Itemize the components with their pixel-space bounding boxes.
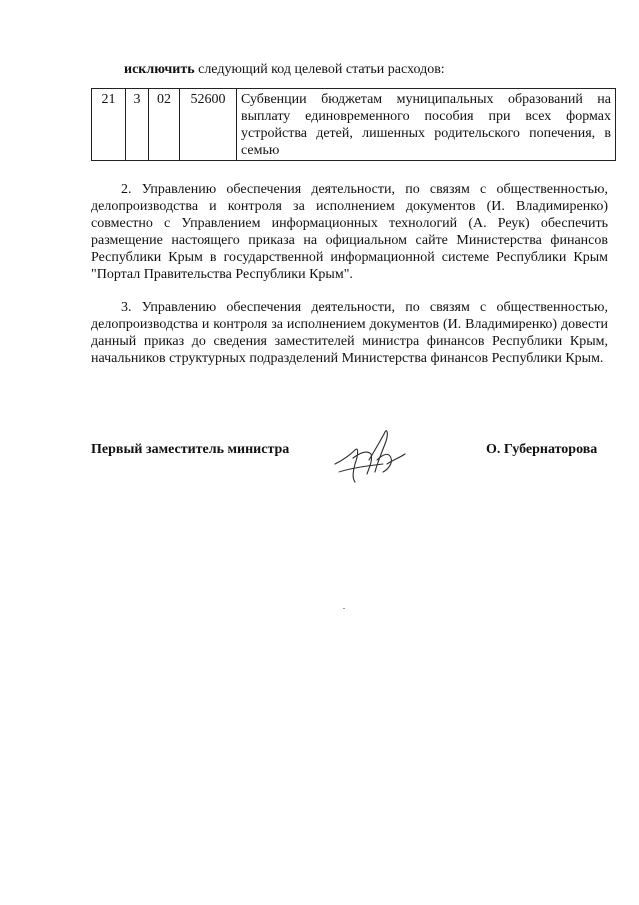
signatory-title: Первый заместитель министра bbox=[91, 442, 290, 457]
code-cell-4: 52600 bbox=[180, 89, 237, 161]
scan-speck bbox=[343, 608, 345, 609]
code-cell-1: 21 bbox=[92, 89, 126, 161]
code-description-cell: Субвенции бюджетам муниципальных образований на выплату единовременного пособия при всех формах устройства детей, лишенных родительского попечения, в семью bbox=[237, 89, 616, 161]
expense-code-table bbox=[91, 88, 616, 161]
intro-line bbox=[124, 61, 445, 78]
paragraph-2: 2. Управлению обеспечения деятельности, по связям с общественностью, делопроизводства и контроля за исполнением документов (И. Владимиренко) совместно с Управлением информационных технологий (А. Реук) обеспечить размещение настоящего приказа на официальном сайте Министерства финансов Республики Крым в государственной информационной системе Республики Крым "Портал Правительства Республики Крым". bbox=[91, 182, 608, 282]
intro-rest-text: следующий код целевой статьи расходов: bbox=[194, 62, 445, 77]
handwritten-signature bbox=[325, 420, 410, 490]
signatory-name: О. Губернаторова bbox=[486, 442, 598, 457]
paragraph-3: 3. Управлению обеспечения деятельности, по связям с общественностью, делопроизводства и контроля за исполнением документов (И. Владимиренко) довести данный приказ до сведения заместителей министра финансов Республики Крым, начальников структурных подразделений Министерства финансов Республики Крым. bbox=[91, 300, 608, 366]
intro-bold-word: исключить bbox=[124, 62, 195, 77]
table-row bbox=[92, 89, 616, 161]
code-cell-3: 02 bbox=[149, 89, 180, 161]
code-cell-2: 3 bbox=[126, 89, 149, 161]
